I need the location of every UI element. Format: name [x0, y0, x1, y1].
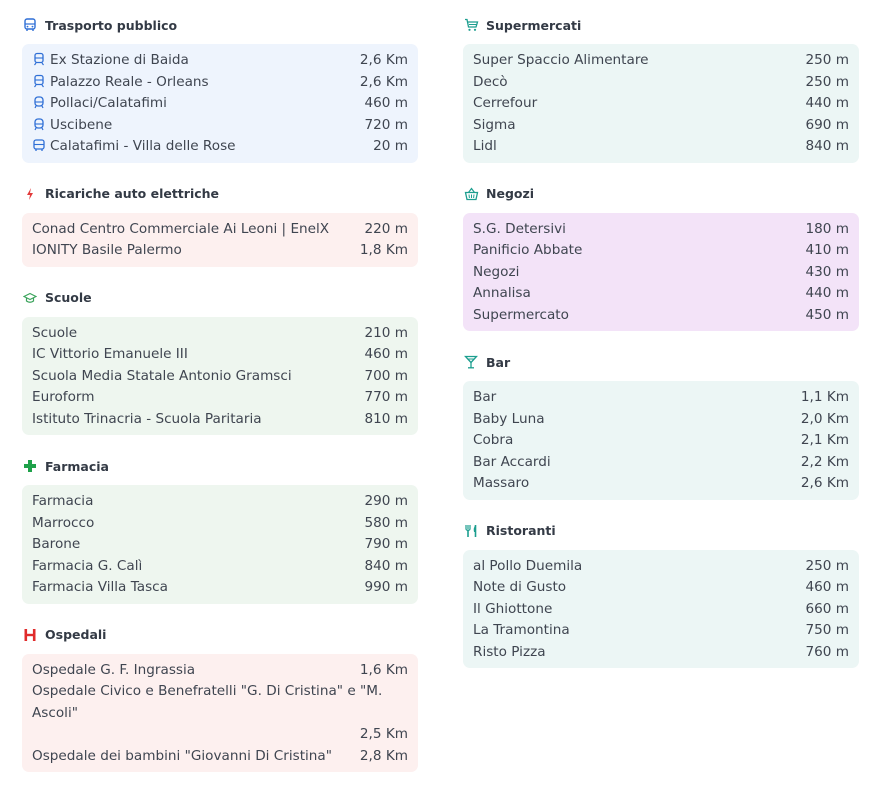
item-name: Baby Luna: [473, 410, 545, 427]
tram-icon: [32, 117, 46, 131]
item-name: Ex Stazione di Baida: [50, 52, 189, 68]
list-item: [32, 513, 408, 535]
item-distance: 2,6 Km: [800, 475, 849, 491]
item-name: Uscibene: [50, 116, 113, 133]
cocktail-icon: [463, 354, 479, 370]
item-name: Farmacia Villa Tasca: [32, 579, 168, 595]
section-shops: [463, 183, 859, 332]
transport-list: [22, 44, 418, 163]
section-public-transport: [22, 14, 418, 163]
section-title: Trasporto pubblico: [45, 17, 178, 33]
section-title: Supermercati: [486, 17, 582, 33]
hospital-h-icon: [22, 627, 38, 643]
item-distance: 2,1 Km: [800, 432, 849, 448]
charging-list: [22, 213, 418, 267]
item-distance: 720 m: [364, 116, 408, 133]
item-name: Farmacia G. Calì: [32, 557, 143, 574]
section-header: [22, 183, 418, 205]
item-name: Sigma: [473, 116, 516, 133]
item-distance: 750 m: [805, 622, 849, 638]
left-column: [22, 0, 418, 792]
item-name: Bar: [473, 389, 497, 405]
right-column: [463, 0, 859, 688]
item-name: Negozi: [473, 263, 520, 280]
train-icon: [32, 52, 46, 66]
list-item: [473, 387, 849, 409]
list-item: [32, 240, 408, 262]
section-header: [22, 287, 418, 309]
item-name: IONITY Basile Palermo: [32, 242, 182, 258]
list-item: [473, 599, 849, 621]
item-name: Ospedale Civico e Benefratelli "G. Di Cristina" e "M. Ascoli": [32, 683, 383, 721]
list-item: [32, 72, 408, 94]
item-distance: 2,5 Km: [359, 726, 408, 742]
item-distance: 690 m: [805, 116, 849, 133]
section-title: Bar: [486, 354, 511, 370]
item-name: Farmacia: [32, 493, 94, 509]
item-name: Il Ghiottone: [473, 600, 553, 617]
item-name: Scuola Media Statale Antonio Gramsci: [32, 367, 292, 384]
list-item: [473, 430, 849, 452]
bus-icon: [32, 138, 46, 152]
item-distance: 250 m: [805, 52, 849, 68]
list-item: [32, 136, 408, 158]
list-item: [473, 240, 849, 262]
list-item: [32, 534, 408, 556]
lightning-icon: [22, 186, 38, 202]
section-header: [463, 14, 859, 36]
list-item: [473, 642, 849, 664]
bars-list: [463, 381, 859, 500]
item-name: Risto Pizza: [473, 643, 546, 660]
item-name: Calatafimi - Villa delle Rose: [50, 138, 236, 154]
item-distance: 220 m: [364, 220, 408, 237]
basket-icon: [463, 186, 479, 202]
section-hospitals: [22, 624, 418, 773]
item-distance: 660 m: [805, 600, 849, 617]
list-item: [473, 93, 849, 115]
list-item: [32, 323, 408, 345]
item-name: S.G. Detersivi: [473, 220, 566, 237]
item-distance: 1,8 Km: [359, 242, 408, 258]
list-item: [32, 366, 408, 388]
list-item: [473, 50, 849, 72]
graduation-cap-icon: [22, 290, 38, 306]
section-restaurants: [463, 520, 859, 669]
item-distance: 840 m: [364, 557, 408, 574]
item-name: Note di Gusto: [473, 579, 567, 595]
item-distance: 770 m: [364, 389, 408, 405]
list-item: [32, 387, 408, 409]
item-distance: 460 m: [805, 579, 849, 595]
item-distance: 20 m: [373, 138, 408, 154]
section-title: Ricariche auto elettriche: [45, 186, 220, 201]
item-distance: 810 m: [364, 410, 408, 427]
section-header: [22, 624, 418, 646]
list-item: [32, 409, 408, 431]
list-item: [32, 491, 408, 513]
section-header: [22, 14, 418, 36]
item-name: Annalisa: [473, 285, 531, 301]
item-distance: 180 m: [805, 220, 849, 237]
list-item: [473, 452, 849, 474]
cart-icon: [463, 17, 479, 33]
item-distance: 2,6 Km: [359, 73, 408, 90]
fork-knife-icon: [463, 523, 479, 539]
item-name: Panificio Abbate: [473, 242, 583, 258]
item-distance: 840 m: [805, 138, 849, 154]
list-item: [473, 115, 849, 137]
item-name: Ospedale G. F. Ingrassia: [32, 661, 196, 678]
shops-list: [463, 213, 859, 332]
list-item: [32, 556, 408, 578]
list-item: [473, 262, 849, 284]
list-item: [32, 93, 408, 115]
supermarkets-list: [463, 44, 859, 163]
item-distance: 2,6 Km: [359, 52, 408, 68]
item-distance: 290 m: [364, 493, 408, 509]
item-name: Bar Accardi: [473, 453, 551, 470]
item-name: Scuole: [32, 324, 78, 341]
item-name: Palazzo Reale - Orleans: [50, 73, 209, 90]
item-distance: 410 m: [805, 242, 849, 258]
list-item: [32, 115, 408, 137]
restaurants-list: [463, 550, 859, 669]
item-distance: 2,0 Km: [800, 410, 849, 427]
item-name: Super Spaccio Alimentare: [473, 52, 649, 68]
list-item: [32, 746, 408, 768]
item-distance: 460 m: [364, 346, 408, 362]
item-distance: 450 m: [805, 306, 849, 323]
item-name: Massaro: [473, 475, 530, 491]
list-item: [32, 50, 408, 72]
section-title: Ospedali: [45, 627, 107, 642]
item-distance: 2,8 Km: [359, 747, 408, 764]
section-ev-charging: [22, 183, 418, 267]
item-distance: 460 m: [364, 95, 408, 111]
train-icon: [32, 74, 46, 88]
item-distance: 580 m: [364, 514, 408, 531]
list-item: [32, 219, 408, 241]
cross-icon: [22, 458, 38, 474]
section-schools: [22, 287, 418, 436]
section-header: [463, 520, 859, 542]
item-name: Pollaci/Calatafimi: [50, 95, 167, 111]
list-item: [473, 556, 849, 578]
section-pharmacy: [22, 455, 418, 604]
item-distance: 440 m: [805, 95, 849, 111]
schools-list: [22, 317, 418, 436]
item-name: Decò: [473, 73, 508, 90]
item-name: Conad Centro Commerciale Ai Leoni | EnelX: [32, 220, 330, 237]
list-item: [32, 681, 408, 746]
section-bars: [463, 351, 859, 500]
item-distance: 700 m: [364, 367, 408, 384]
section-title: Negozi: [486, 186, 535, 201]
item-name: Marrocco: [32, 514, 95, 531]
section-title: Farmacia: [45, 458, 109, 474]
list-item: [32, 660, 408, 682]
section-title: Ristoranti: [486, 523, 556, 538]
list-item: [473, 219, 849, 241]
section-supermarkets: [463, 14, 859, 163]
item-distance: 1,6 Km: [359, 661, 408, 678]
item-name: Istituto Trinacria - Scuola Paritaria: [32, 410, 262, 427]
item-name: IC Vittorio Emanuele III: [32, 346, 188, 362]
item-name: Ospedale dei bambini "Giovanni Di Cristina": [32, 747, 332, 764]
list-item: [473, 409, 849, 431]
item-distance: 250 m: [805, 73, 849, 90]
item-name: al Pollo Duemila: [473, 557, 583, 574]
section-header: [463, 183, 859, 205]
item-name: La Tramontina: [473, 622, 570, 638]
item-distance: 790 m: [364, 536, 408, 552]
list-item: [473, 136, 849, 158]
item-name: Cobra: [473, 432, 514, 448]
list-item: [473, 620, 849, 642]
item-distance: 430 m: [805, 263, 849, 280]
list-item: [473, 283, 849, 305]
item-distance: 1,1 Km: [800, 389, 849, 405]
list-item: [32, 577, 408, 599]
item-name: Cerrefour: [473, 95, 538, 111]
list-item: [473, 72, 849, 94]
list-item: [473, 473, 849, 495]
list-item: [473, 305, 849, 327]
hospitals-list: [22, 654, 418, 773]
item-distance: 250 m: [805, 557, 849, 574]
section-header: [22, 455, 418, 477]
item-name: Barone: [32, 536, 81, 552]
item-name: Euroform: [32, 389, 95, 405]
item-distance: 440 m: [805, 285, 849, 301]
list-item: [473, 577, 849, 599]
item-distance: 210 m: [364, 324, 408, 341]
item-name: Lidl: [473, 138, 497, 154]
list-item: [32, 344, 408, 366]
pharmacy-list: [22, 485, 418, 604]
section-title: Scuole: [45, 290, 92, 305]
item-name: Supermercato: [473, 306, 569, 323]
item-distance: 2,2 Km: [800, 453, 849, 470]
bus-icon: [22, 17, 38, 33]
item-distance: 760 m: [805, 643, 849, 660]
item-distance: 990 m: [364, 579, 408, 595]
tram-icon: [32, 95, 46, 109]
section-header: [463, 351, 859, 373]
